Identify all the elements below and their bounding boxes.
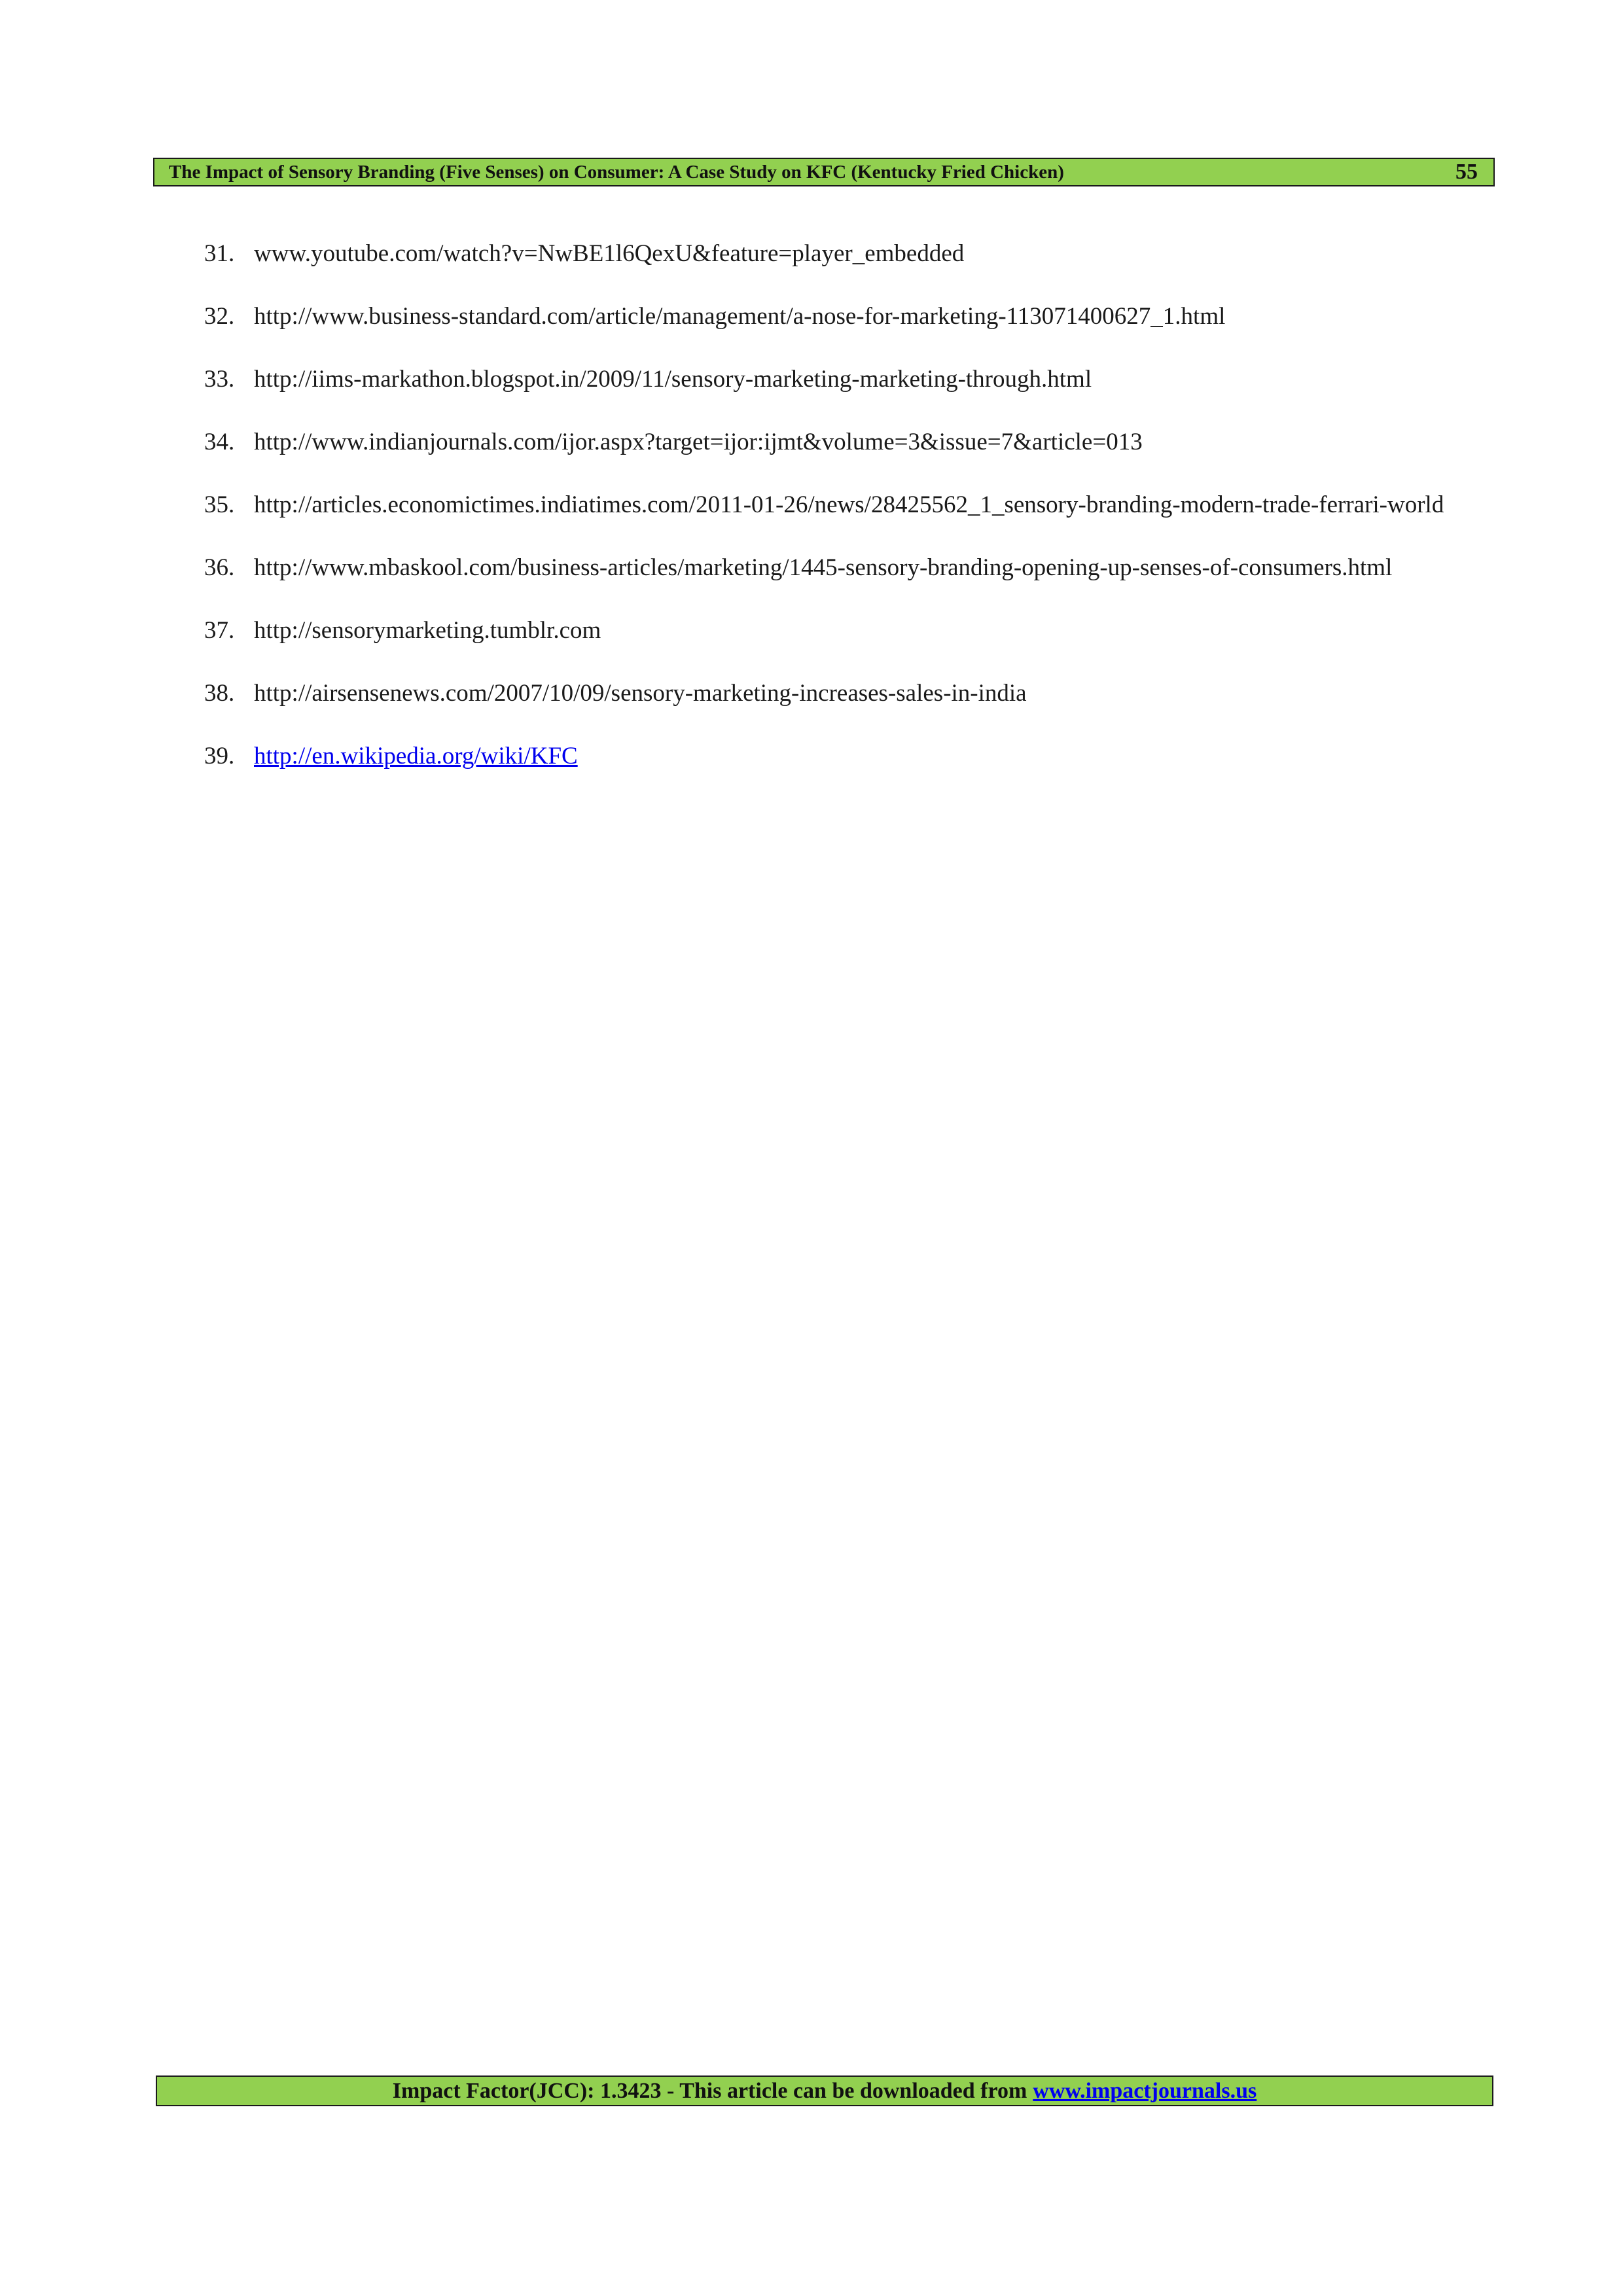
reference-number: 39.: [204, 743, 235, 769]
reference-number: 32.: [204, 303, 235, 330]
reference-item-35: [204, 482, 1487, 528]
impactjournals-link[interactable]: www.impactjournals.us: [1033, 2078, 1257, 2103]
reference-url: http://articles.economictimes.indiatimes.com/2011-01-26/news/28425562_1_sensory-branding-modern-trade-ferrari-world: [254, 491, 1444, 518]
reference-number: 34.: [204, 429, 235, 455]
reference-url: http://airsensenews.com/2007/10/09/sensory-marketing-increases-sales-in-india: [254, 680, 1027, 707]
reference-url: http://www.indianjournals.com/ijor.aspx?target=ijor:ijmt&volume=3&issue=7&article=013: [254, 429, 1143, 455]
reference-item-34: [204, 419, 1487, 465]
reference-number: 35.: [204, 491, 235, 518]
header-title: The Impact of Sensory Branding (Five Senses) on Consumer: A Case Study on KFC (Kentucky Fried Chicken): [169, 161, 1064, 183]
reference-number: 33.: [204, 366, 235, 393]
page-number: 55: [1455, 160, 1478, 184]
reference-url: www.youtube.com/watch?v=NwBE1l6QexU&feature=player_embedded: [254, 240, 965, 267]
reference-number: 31.: [204, 240, 235, 267]
reference-url: http://www.mbaskool.com/business-articles/marketing/1445-sensory-branding-opening-up-senses-of-consumers.html: [254, 554, 1393, 581]
running-footer: [156, 2075, 1493, 2106]
reference-url: http://iims-markathon.blogspot.in/2009/11/sensory-marketing-marketing-through.html: [254, 366, 1092, 393]
reference-item-32: [204, 293, 1487, 340]
reference-list: [204, 230, 1487, 796]
reference-number: 36.: [204, 554, 235, 581]
reference-number: 37.: [204, 617, 235, 644]
reference-item-36: [204, 544, 1487, 591]
reference-url: http://sensorymarketing.tumblr.com: [254, 617, 601, 644]
reference-item-37: [204, 607, 1487, 654]
reference-number: 38.: [204, 680, 235, 707]
reference-item-31: [204, 230, 1487, 277]
reference-item-33: [204, 356, 1487, 402]
reference-url: http://www.business-standard.com/article/management/a-nose-for-marketing-113071400627_1.html: [254, 303, 1226, 330]
reference-item-39: [204, 733, 1487, 779]
footer-text: Impact Factor(JCC): 1.3423 - This article can be downloaded from: [392, 2078, 1027, 2103]
running-header: [153, 158, 1495, 186]
reference-item-38: [204, 670, 1487, 716]
wikipedia-kfc-link[interactable]: http://en.wikipedia.org/wiki/KFC: [254, 743, 578, 769]
